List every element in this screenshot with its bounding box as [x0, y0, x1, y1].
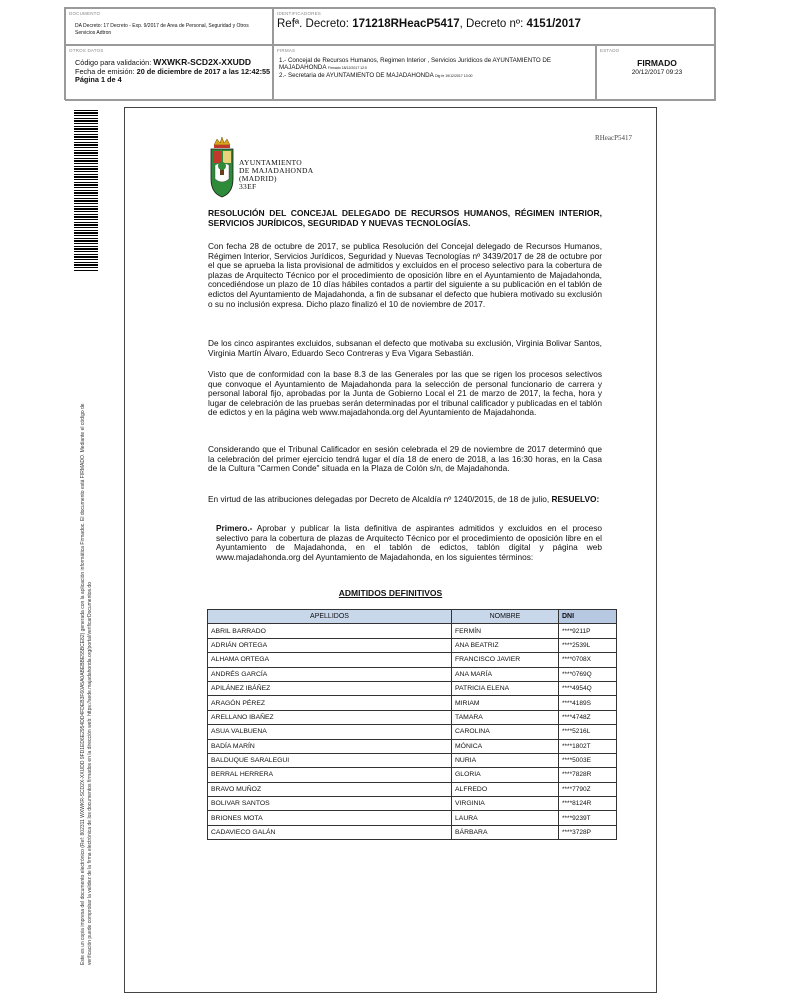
- codigo-prefix: Código para validación:: [75, 58, 152, 67]
- side-text-line-2: verificación puede comprobar la validez de la firma electrónica de los documentos firmados en la dirección web: https://sede.majadahonda.org/portal/verificarDocumentos.do: [87, 582, 93, 965]
- cell-nombre: PATRICIA ELENA: [452, 681, 559, 695]
- otros-datos-cell: [65, 45, 273, 101]
- cell-nombre: ANA MARÍA: [452, 667, 559, 681]
- table-row: [208, 653, 617, 667]
- documento-label: DOCUMENTO: [69, 11, 101, 16]
- cell-nombre: FRANCISCO JAVIER: [452, 653, 559, 667]
- paragraph-primero: [216, 524, 602, 562]
- cell-apellidos: ANDRÉS GARCÍA: [208, 667, 452, 681]
- cell-dni: ****4748Z: [559, 710, 617, 724]
- table-row: [208, 667, 617, 681]
- cell-apellidos: ABRIL BARRADO: [208, 624, 452, 638]
- cell-dni: ****2539L: [559, 638, 617, 652]
- primero-label: Primero.-: [216, 523, 253, 533]
- table-row: [208, 753, 617, 767]
- cell-apellidos: BERRAL HERRERA: [208, 768, 452, 782]
- documento-text: DA Decreto: 17 Decreto - Exp. 9/2017 de Area de Personal, Seguridad y Otros Servicios Adtron: [75, 23, 249, 36]
- coat-of-arms-icon: [209, 135, 235, 199]
- table-header-row: [208, 610, 617, 624]
- document-ref: RHeacP5417: [595, 134, 632, 142]
- otros-label: OTROS DATOS: [69, 48, 104, 53]
- col-header-dni: DNI: [559, 610, 617, 624]
- ayto-line-4: 33EF: [239, 182, 257, 191]
- document-header: [64, 7, 715, 100]
- ref-code: 171218RHeacP5417: [352, 18, 460, 30]
- table-row: [208, 739, 617, 753]
- status-date: 20/12/2017 09:23: [631, 69, 683, 76]
- barcode-image: [74, 110, 98, 272]
- cell-apellidos: BOLIVAR SANTOS: [208, 797, 452, 811]
- signature-list: [279, 57, 593, 80]
- paragraph-3: Visto que de conformidad con la base 8.3 de las Generales por las que se rigen los procesos selectivos que convoque el Ayuntamiento de Majadahonda para la selección de personal funcionario de carrera y personal laboral fijo, aprobadas por la Junta de Gobierno Local el 21 de marzo de 2017, la fecha, hora y lugar de celebración de las pruebas serán determinadas por el tribunal calificador y publicadas en el tablón de edictos y en la página web www.majadahonda.org del Ayuntamiento de Majadahonda.: [208, 369, 602, 418]
- identificadores-cell: [273, 8, 716, 45]
- table-row: [208, 797, 617, 811]
- ayto-line-2: DE MAJADAHONDA: [239, 166, 314, 175]
- cell-nombre: FERMÍN: [452, 624, 559, 638]
- signature-1-date: Firmado 18/12/2017 12:0: [327, 66, 367, 70]
- admitidos-title: ADMITIDOS DEFINITIVOS: [338, 588, 443, 598]
- cell-dni: ****7828R: [559, 768, 617, 782]
- table-row: [208, 782, 617, 796]
- table-row: [208, 825, 617, 839]
- table-row: [208, 696, 617, 710]
- side-verification-text: [80, 305, 94, 965]
- identificadores-label: IDENTIFICADORES: [277, 11, 322, 16]
- table-row: [208, 768, 617, 782]
- cell-nombre: CAROLINA: [452, 725, 559, 739]
- firmas-label: FIRMAS: [277, 48, 296, 53]
- status-badge: FIRMADO: [637, 58, 677, 68]
- cell-apellidos: BADÍA MARÍN: [208, 739, 452, 753]
- cell-apellidos: BRIONES MOTA: [208, 811, 452, 825]
- estado-label: ESTADO: [600, 48, 620, 53]
- table-row: [208, 811, 617, 825]
- cell-apellidos: APILÁNEZ IBÁÑEZ: [208, 681, 452, 695]
- primero-text: Aprobar y publicar la lista definitiva de aspirantes admitidos y excluidos en el proceso selectivo para la cobertura de plazas de Arquitecto Técnico por el procedimiento de oposición libre en el Ayuntamiento de Majadahonda, en el tablón de edictos, tablón digital y página web www.majadahonda.org del Ayuntamiento de Majadahonda, en los siguientes términos:: [216, 523, 602, 562]
- resolution-title: RESOLUCIÓN DEL CONCEJAL DELEGADO DE RECURSOS HUMANOS, RÉGIMEN INTERIOR, SERVICIOS JURÍDICOS, SEGURIDAD Y NUEVAS TECNOLOGÍAS.: [208, 208, 602, 228]
- signature-1: [279, 57, 593, 72]
- ayto-line-1: AYUNTAMIENTO: [239, 158, 302, 167]
- signature-1-text: 1.- Concejal de Recursos Humanos, Regimen Interior , Servicios Jurídicos de AYUNTAMIENTO DE MAJADAHONDA: [279, 57, 552, 71]
- document-page: [124, 107, 657, 993]
- ayto-line-3: (MADRID): [239, 174, 277, 183]
- cell-nombre: NURIA: [452, 753, 559, 767]
- firmas-cell: [273, 45, 596, 101]
- signature-2: [279, 72, 593, 80]
- table-row: [208, 710, 617, 724]
- cell-dni: ****0769Q: [559, 667, 617, 681]
- signature-2-date: Dig fe 19/12/2017 13:00: [435, 74, 473, 78]
- cell-dni: ****5003E: [559, 753, 617, 767]
- cell-nombre: GLORIA: [452, 768, 559, 782]
- cell-nombre: MÓNICA: [452, 739, 559, 753]
- table-row: [208, 638, 617, 652]
- col-header-nombre: NOMBRE: [452, 610, 559, 624]
- cell-apellidos: ASUA VALBUENA: [208, 725, 452, 739]
- fecha-prefix: Fecha de emisión:: [75, 66, 135, 76]
- admitidos-table: [207, 609, 617, 840]
- validation-code: WXWKR-SCD2X-XXUDD: [153, 57, 252, 67]
- decreto-number: 4151/2017: [526, 18, 581, 30]
- cell-nombre: MIRIAM: [452, 696, 559, 710]
- page-count: Página 1 de 4: [75, 75, 122, 85]
- cell-nombre: ALFREDO: [452, 782, 559, 796]
- cell-dni: ****3728P: [559, 825, 617, 839]
- cell-nombre: BÁRBARA: [452, 825, 559, 839]
- cell-dni: ****4954Q: [559, 681, 617, 695]
- side-text-line-1: Este es un copia impresa del documento electrónico (Ref: 802311 WXWKR-SCD2X-XXUDD 9FD1ED6E2954DD4FDEB3F60A5A0ABEBBE55BCE82) generada con la aplicación informática Firmadoc. El documento está FIRMADO. Mediante el código de: [80, 403, 86, 965]
- cell-apellidos: BALDUQUE SARALEGUI: [208, 753, 452, 767]
- paragraph-1: Con fecha 28 de octubre de 2017, se publica Resolución del Concejal delegado de Recursos Humanos, Régimen Interior, Servicios Jurídicos, Seguridad y Nuevas Tecnologías nº 3439/2017 de 28 de octubre por el que se aprueba la lista provisional de admitidos y excluidos en el proceso selectivo para la cobertura de plazas de Arquitecto Técnico por el procedimiento de oposición libre en el Ayuntamiento de Majadahonda, concediéndose un plazo de 10 días hábiles contados a partir del siguiente a su publicación en el tablón de edictos del Ayuntamiento de Majadahonda, a fin de subsanar el defecto que hubiera motivado su exclusión o su no inclusión expresa. Dicho plazo finalizó el 10 de noviembre de 2017.: [208, 241, 602, 309]
- table-row: [208, 624, 617, 638]
- decree-reference: [277, 18, 581, 30]
- table-row: [208, 725, 617, 739]
- paragraph-5-text: En virtud de las atribuciones delegadas por Decreto de Alcaldía nº 1240/2015, de 18 de julio,: [208, 494, 550, 504]
- paragraph-2: De los cinco aspirantes excluidos, subsanan el defecto que motivaba su exclusión, Virginia Bolivar Santos, Virginia Martín Álvaro, Eduardo Seco Contreras y Eva Vigara Sebastián.: [208, 338, 602, 358]
- cell-apellidos: ADRIÁN ORTEGA: [208, 638, 452, 652]
- paragraph-4: Considerando que el Tribunal Calificador en sesión celebrada el 29 de noviembre de 2017 determinó que la celebración del primer ejercicio tendrá lugar el día 18 de enero de 2018, a las 16:30 horas, en la Casa de la Cultura "Carmen Conde" situada en la Plaza de Colón s/n, de Majadahonda.: [208, 444, 602, 474]
- cell-nombre: TAMARA: [452, 710, 559, 724]
- ayuntamiento-heading: [239, 159, 313, 191]
- cell-dni: ****9211P: [559, 624, 617, 638]
- emission-date: 20 de diciembre de 2017 a las 12:42:55: [136, 66, 271, 76]
- cell-dni: ****1802T: [559, 739, 617, 753]
- table-body: [208, 624, 617, 840]
- paragraph-5: [208, 495, 602, 505]
- validation-info: [75, 58, 270, 85]
- cell-dni: ****5216L: [559, 725, 617, 739]
- resuelvo-label: RESUELVO:: [551, 494, 600, 504]
- cell-apellidos: ARELLANO IBAÑEZ: [208, 710, 452, 724]
- cell-nombre: LAURA: [452, 811, 559, 825]
- table-row: [208, 681, 617, 695]
- cell-dni: ****4189S: [559, 696, 617, 710]
- cell-dni: ****7790Z: [559, 782, 617, 796]
- cell-dni: ****9239T: [559, 811, 617, 825]
- ref-prefix: Refª. Decreto:: [277, 18, 350, 30]
- cell-dni: ****0708X: [559, 653, 617, 667]
- cell-apellidos: CADAVIECO GALÁN: [208, 825, 452, 839]
- estado-cell: [596, 45, 716, 101]
- cell-apellidos: BRAVO MUÑOZ: [208, 782, 452, 796]
- col-header-apellidos: APELLIDOS: [208, 610, 452, 624]
- decreto-prefix: , Decreto nº:: [459, 18, 524, 30]
- signature-2-text: 2.- Secretaria de AYUNTAMIENTO DE MAJADAHONDA: [279, 72, 434, 79]
- cell-nombre: VIRGINIA: [452, 797, 559, 811]
- cell-nombre: ANA BEATRIZ: [452, 638, 559, 652]
- documento-cell: [65, 8, 273, 45]
- cell-apellidos: ALHAMA ORTEGA: [208, 653, 452, 667]
- cell-apellidos: ARAGÓN PÉREZ: [208, 696, 452, 710]
- cell-dni: ****8124R: [559, 797, 617, 811]
